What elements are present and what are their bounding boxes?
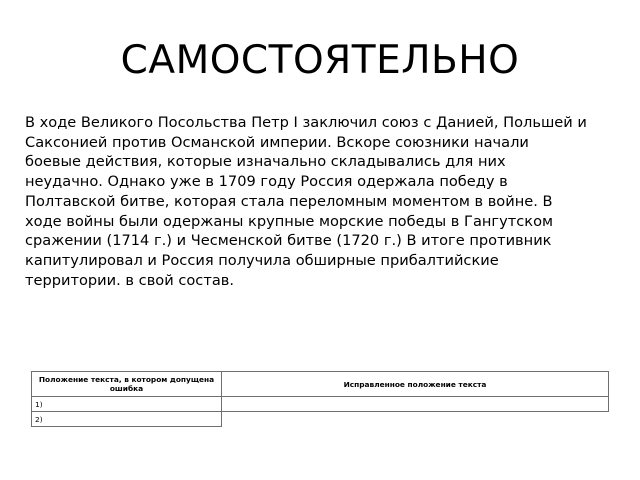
header-error-position: Положение текста, в котором допущена ошибка — [32, 372, 222, 397]
row-number-cell: 2) — [32, 412, 222, 427]
answer-table — [31, 371, 609, 427]
paragraph-line: Саксонией против Османской империи. Вскоре союзники начали — [25, 133, 529, 151]
table-header-row — [32, 372, 609, 397]
slide-title: САМОСТОЯТЕЛЬНО — [120, 38, 520, 83]
task-paragraph — [25, 113, 615, 290]
row-number-cell: 1) — [32, 397, 222, 412]
correction-cell[interactable] — [222, 412, 609, 427]
paragraph-line: Полтавской битве, которая стала переломным моментом в войне. В — [25, 192, 553, 210]
paragraph-line: капитулировал и Россия получила обширные прибалтийские — [25, 251, 499, 269]
table-row — [32, 412, 609, 427]
correction-cell[interactable] — [222, 397, 609, 412]
paragraph-line: территории. в свой состав. — [25, 271, 235, 289]
paragraph-line: сражении (1714 г.) и Чесменской битве (1720 г.) В итоге противник — [25, 232, 552, 250]
paragraph-line: ходе войны были одержаны крупные морские победы в Гангутском — [25, 212, 554, 230]
paragraph-line: В ходе Великого Посольства Петр I заключил союз с Данией, Польшей и — [25, 114, 587, 131]
paragraph-line: боевые действия, которые изначально складывались для них — [25, 153, 506, 171]
header-corrected-text: Исправленное положение текста — [222, 372, 609, 397]
table-row — [32, 397, 609, 412]
paragraph-line: неудачно. Однако уже в 1709 году Россия одержала победу в — [25, 173, 508, 191]
